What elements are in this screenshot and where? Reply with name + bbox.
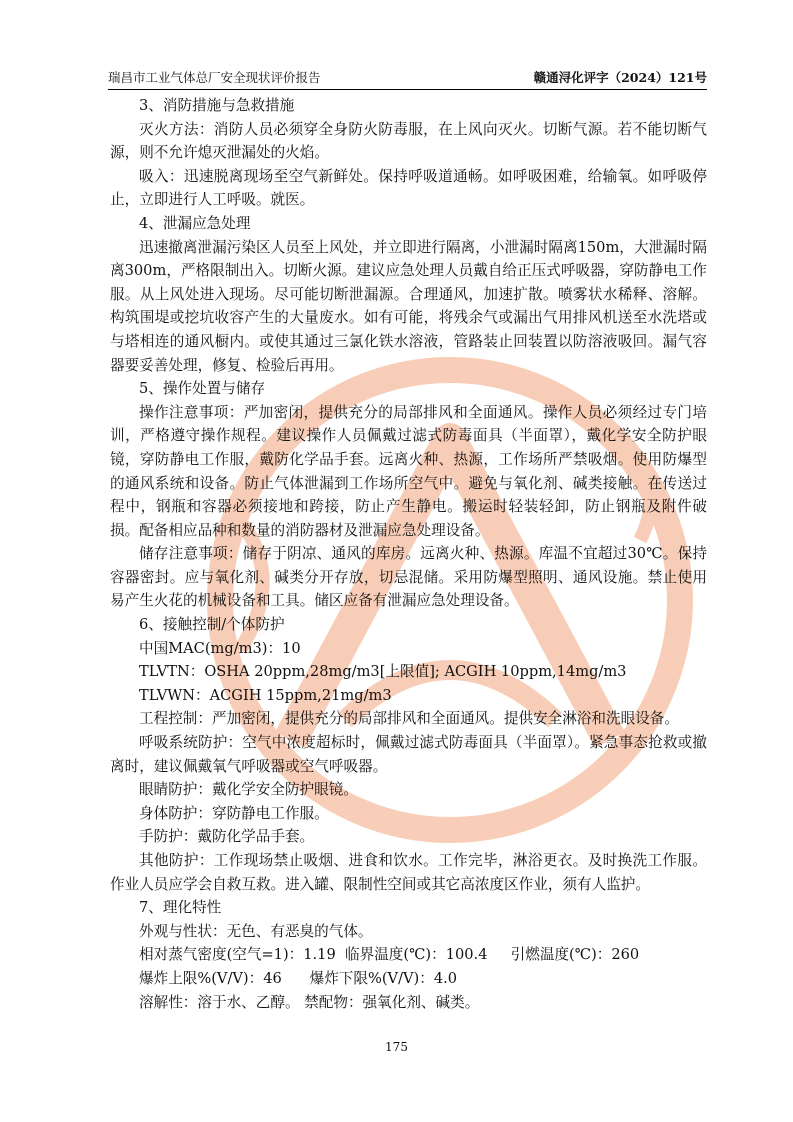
page-number: 175 bbox=[385, 1040, 408, 1054]
paragraph: 溶解性：溶于水、乙醇。 禁配物：强氧化剂、碱类。 bbox=[139, 993, 480, 1011]
paragraph: 相对蒸气密度(空气=1)：1.19 临界温度(℃)：100.4 引燃温度(℃)：260 bbox=[139, 946, 640, 964]
section-heading: 4、泄漏应急处理 bbox=[139, 214, 251, 232]
paragraph: 储存注意事项：储存于阴凉、通风的库房。远离火种、热源。库温不宜超过30℃。保持容器密封。应与氧化剂、碱类分开存放，切忌混储。采用防爆型照明、通风设施。禁止使用易产生火花的机械设备和工具。储区应备有泄漏应急处理设备。 bbox=[110, 545, 707, 610]
document-body bbox=[110, 94, 707, 1014]
section-heading: 6、接触控制/个体防护 bbox=[139, 616, 285, 634]
paragraph: TLVTN：OSHA 20ppm,28mg/m3[上限值]; ACGIH 10ppm,14mg/m3 bbox=[139, 663, 627, 681]
paragraph: 灭火方法：消防人员必须穿全身防火防毒服，在上风向灭火。切断气源。若不能切断气源，则不允许熄灭泄漏处的火焰。 bbox=[110, 120, 707, 162]
paragraph: TLVWN：ACGIH 15ppm,21mg/m3 bbox=[139, 686, 392, 704]
paragraph: 工程控制：严加密闭，提供充分的局部排风和全面通风。提供安全淋浴和洗眼设备。 bbox=[139, 710, 679, 728]
page-header bbox=[108, 69, 707, 90]
section-heading: 3、消防措施与急救措施 bbox=[139, 97, 295, 114]
paragraph: 操作注意事项：严加密闭，提供充分的局部排风和全面通风。操作人员必须经过专门培训，严格遵守操作规程。建议操作人员佩戴过滤式防毒面具（半面罩），戴化学安全防护眼镜，穿防静电工作服，戴防化学品手套。远离火种、热源，工作场所严禁吸烟。使用防爆型的通风系统和设备。防止气体泄漏到工作场所空气中。避免与氧化剂、碱类接触。在传送过程中，钢瓶和容器必须接地和跨接，防止产生静电。搬运时轻装轻卸，防止钢瓶及附件破损。配备相应品种和数量的消防器材及泄漏应急处理设备。 bbox=[110, 403, 707, 539]
paragraph: 眼睛防护：戴化学安全防护眼镜。 bbox=[139, 781, 358, 799]
paragraph: 身体防护：穿防静电工作服。 bbox=[139, 804, 329, 822]
paragraph: 呼吸系统防护：空气中浓度超标时，佩戴过滤式防毒面具（半面罩）。紧急事态抢救或撤离时，建议佩戴氧气呼吸器或空气呼吸器。 bbox=[110, 734, 707, 775]
paragraph: 手防护：戴防化学品手套。 bbox=[139, 828, 315, 846]
paragraph: 外观与性状：无色、有恶臭的气体。 bbox=[139, 922, 373, 940]
paragraph: 吸入：迅速脱离现场至空气新鲜处。保持呼吸道通畅。如呼吸困难，给输氧。如呼吸停止，立即进行人工呼吸。就医。 bbox=[110, 167, 707, 209]
paragraph: 迅速撤离泄漏污染区人员至上风处，并立即进行隔离，小泄漏时隔离150m，大泄漏时隔离300m，严格限制出入。切断火源。建议应急处理人员戴自给正压式呼吸器，穿防静电工作服。从上风处进入现场。尽可能切断泄漏源。合理通风，加速扩散。喷雾状水稀释、溶解。构筑围堤或挖坑收容产生的大量废水。如有可能，将残余气或漏出气用排风机送至水洗塔或与塔相连的通风橱内。或使其通过三氯化铁水溶液，管路装止回装置以防溶液吸回。漏气容器要妥善处理，修复、检验后再用。 bbox=[110, 238, 707, 374]
paragraph: 其他防护：工作现场禁止吸烟、进食和饮水。工作完毕，淋浴更衣。及时换洗工作服。作业人员应学会自救互救。进入罐、限制性空间或其它高浓度区作业，须有人监护。 bbox=[110, 852, 707, 893]
paragraph: 爆炸上限%(V/V)：46 爆炸下限%(V/V)：4.0 bbox=[139, 969, 458, 987]
section-heading: 5、操作处置与储存 bbox=[139, 380, 266, 398]
header-report-title: 瑞昌市工业气体总厂安全现状评价报告 bbox=[108, 70, 321, 85]
section-heading: 7、理化特性 bbox=[139, 899, 222, 917]
header-report-number: 赣通浔化评字（2024）121号 bbox=[533, 70, 707, 85]
paragraph: 中国MAC(mg/m3)：10 bbox=[139, 639, 301, 657]
